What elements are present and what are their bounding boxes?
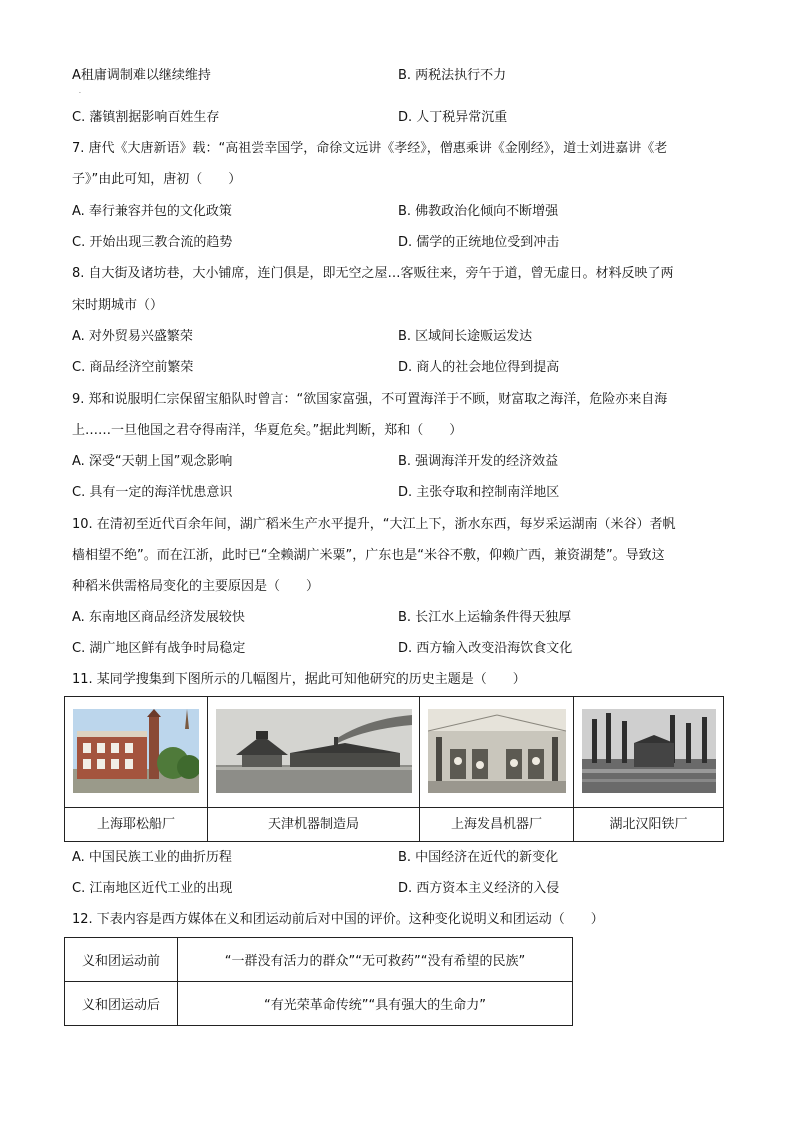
ironworks-photo xyxy=(582,709,716,793)
photo-cell-ironworks xyxy=(574,697,724,808)
machine-works-photo xyxy=(428,709,566,793)
q9-option-a: A. 深受“天朝上国”观念影响 xyxy=(72,454,233,469)
q8-stem-line2: 宋时期城市（） xyxy=(72,298,164,313)
stray-dot: · xyxy=(79,90,81,97)
q7-option-c: C. 开始出现三教合流的趋势 xyxy=(72,235,233,250)
q10-option-a: A. 东南地区商品经济发展较快 xyxy=(72,610,245,625)
q10-stem-line1: 10. 在清初至近代百余年间，湖广稻米生产水平提升，“大江上下，浙水东西，每岁采运湖南（米谷）者帆 xyxy=(72,517,676,532)
q7-option-b: B. 佛教政治化倾向不断增强 xyxy=(398,204,559,219)
q9-stem-line1: 9. 郑和说服明仁宗保留宝船队时曾言：“欲国家富强，不可置海洋于不顾，财富取之海洋，危险亦来自海 xyxy=(72,392,668,407)
photo-cell-arsenal xyxy=(208,697,420,808)
q9-option-b: B. 强调海洋开发的经济效益 xyxy=(398,454,559,469)
q11-stem: 11. 某同学搜集到下图所示的几幅图片，据此可知他研究的历史主题是（ ） xyxy=(72,672,526,687)
q9-stem-line2: 上……一旦他国之君夺得南洋，华夏危矣。”据此判断，郑和（ ） xyxy=(72,423,463,438)
q9-option-c: C. 具有一定的海洋忧患意识 xyxy=(72,485,233,500)
q7-option-a: A. 奉行兼容并包的文化政策 xyxy=(72,204,232,219)
q7-stem-line2: 子》”由此可知，唐初（ ） xyxy=(72,172,242,187)
q9-option-d: D. 主张夺取和控制南洋地区 xyxy=(398,485,560,500)
caption-shipyard: 上海耶松船厂 xyxy=(65,808,208,842)
q7-option-d: D. 儒学的正统地位受到冲击 xyxy=(398,235,560,250)
q8-option-d: D. 商人的社会地位得到提高 xyxy=(398,360,560,375)
q10-stem-line2: 樯相望不绝”。而在江浙，此时已“全赖湖广米粟”，广东也是“米谷不敷，仰赖广西，兼资湖楚”。导致这 xyxy=(72,548,665,563)
q7-stem-line1: 7. 唐代《大唐新语》载：“高祖尝幸国学，命徐文远讲《孝经》，僧惠乘讲《金刚经》，道士刘进嘉讲《老 xyxy=(72,141,668,156)
evaluation-table xyxy=(64,937,573,1026)
photo-cell-shipyard xyxy=(65,697,208,808)
q11-option-a: A. 中国民族工业的曲折历程 xyxy=(72,850,232,865)
q8-option-b: B. 区域间长途贩运发达 xyxy=(398,329,533,344)
row-value-before: “一群没有活力的群众”“无可救药”“没有希望的民族” xyxy=(178,938,573,982)
caption-ironworks: 湖北汉阳铁厂 xyxy=(574,808,724,842)
caption-machine-works: 上海发昌机器厂 xyxy=(420,808,574,842)
row-value-after: “有光荣革命传统”“具有强大的生命力” xyxy=(178,982,573,1026)
q10-option-c: C. 湖广地区鲜有战争时局稳定 xyxy=(72,641,246,656)
photo-table xyxy=(64,696,724,842)
photo-cell-machine-works xyxy=(420,697,574,808)
row-label-after: 义和团运动后 xyxy=(65,982,178,1026)
shipyard-photo xyxy=(73,709,199,793)
q6-option-c: C. 藩镇割据影响百姓生存 xyxy=(72,110,220,125)
q11-option-c: C. 江南地区近代工业的出现 xyxy=(72,881,233,896)
q11-option-b: B. 中国经济在近代的新变化 xyxy=(398,850,559,865)
q10-option-b: B. 长江水上运输条件得天独厚 xyxy=(398,610,572,625)
q11-option-d: D. 西方资本主义经济的入侵 xyxy=(398,881,560,896)
table-row xyxy=(65,938,573,982)
q8-stem-line1: 8. 自大街及诸坊巷，大小铺席，连门俱是，即无空之屋…客贩往来，旁午于道，曾无虚日。材料反映了两 xyxy=(72,266,674,281)
q8-option-a: A. 对外贸易兴盛繁荣 xyxy=(72,329,193,344)
q10-stem-line3: 种稻米供需格局变化的主要原因是（ ） xyxy=(72,579,320,594)
caption-arsenal: 天津机器制造局 xyxy=(208,808,420,842)
q6-option-d: D. 人丁税异常沉重 xyxy=(398,110,508,125)
q6-option-b: B. 两税法执行不力 xyxy=(398,68,507,83)
q10-option-d: D. 西方输入改变沿海饮食文化 xyxy=(398,641,573,656)
row-label-before: 义和团运动前 xyxy=(65,938,178,982)
q12-stem: 12. 下表内容是西方媒体在义和团运动前后对中国的评价。这种变化说明义和团运动（ ） xyxy=(72,912,604,927)
q6-option-a: A租庸调制难以继续维持 xyxy=(72,68,211,83)
table-row xyxy=(65,982,573,1026)
arsenal-photo xyxy=(216,709,412,793)
q8-option-c: C. 商品经济空前繁荣 xyxy=(72,360,194,375)
